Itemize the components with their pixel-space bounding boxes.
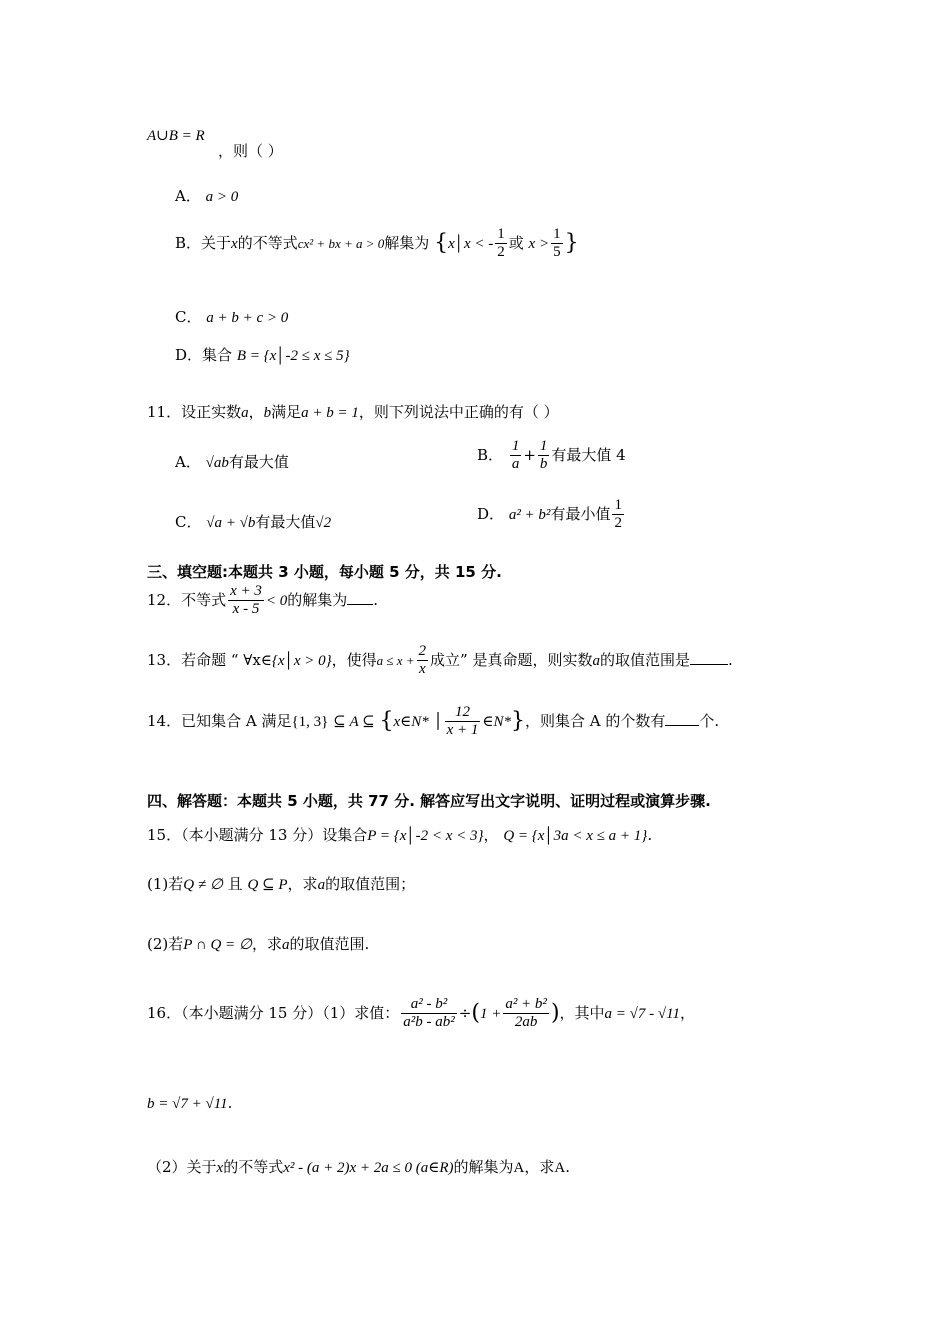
question-number: 12． xyxy=(147,590,182,609)
set-right: x > xyxy=(528,235,550,252)
q10-option-a[interactable] xyxy=(175,187,238,206)
option-expr: a + b + c > 0 xyxy=(206,310,289,326)
q10-union-expr: A∪B = R xyxy=(147,128,205,144)
q10-option-c[interactable] xyxy=(175,308,288,327)
question-number: 11． xyxy=(147,403,182,421)
option-label: D． xyxy=(175,346,203,364)
option-label: C． xyxy=(175,513,202,531)
q11-stem: 11．设正实数a，b满足a + b = 1，则下列说法中正确的有（ ） xyxy=(147,403,559,421)
q11-condition: a + b = 1 xyxy=(301,405,359,421)
right-brace: } xyxy=(510,708,525,734)
right-brace: } xyxy=(564,230,579,256)
option-expr: a > 0 xyxy=(205,189,239,205)
answer-blank[interactable] xyxy=(347,594,373,605)
option-text: 有最大值 xyxy=(255,513,316,531)
q11-option-b[interactable]: B． $\frac{1}{a}$ + $\frac{1}{b}$ 有最大值 4 xyxy=(477,438,626,473)
option-post: 解集为 xyxy=(384,234,430,253)
q16-part-1: 16．（本小题满分 15 分）（1）求值： $\frac{\text{a² - b²}}{\text{a²b - ab²}}$ ÷(1 + $\frac{\text{a² + b²}}{2ab}$ )，其中a = √7 - √11， xyxy=(147,996,696,1031)
fraction-two-over-x: $\frac{2}{x}$ xyxy=(418,643,427,678)
option-label: C． xyxy=(175,308,202,326)
fraction-a2-plus-b2-over-2ab: $\frac{\text{a² + b²}}{2ab}$ xyxy=(505,996,547,1031)
q10-stem-tail xyxy=(218,142,283,160)
fraction-x-plus-3-over-x-minus-5: $\frac{x + 3}{x - 5}$ xyxy=(230,583,262,618)
option-mid: 的不等式 xyxy=(237,234,298,253)
option-expr: a² + b² xyxy=(508,506,551,523)
or-word: 或 xyxy=(508,233,524,252)
q15-part-2: (2)若P ∩ Q = ∅，求a的取值范围. xyxy=(147,935,370,953)
fraction-one-over-b: $\frac{1}{b}$ xyxy=(539,438,548,473)
option-label: B． xyxy=(477,445,504,464)
q10-option-d[interactable] xyxy=(175,346,350,365)
left-brace: { xyxy=(434,230,449,256)
option-pre: 关于 xyxy=(201,234,232,253)
option-ineq: cx² + bx + a > 0 xyxy=(297,236,385,252)
q10-suffix: ，则（ ） xyxy=(218,142,283,160)
set-p: P = {x│-2 < x < 3} xyxy=(367,828,484,844)
set-left: x│x < - xyxy=(448,235,494,252)
a-value: a = √7 - √11 xyxy=(604,1005,681,1022)
fraction-one-over-a: $\frac{1}{a}$ xyxy=(511,438,520,473)
fraction-half: $\frac{1}{2}$ xyxy=(497,226,505,261)
option-label: A． xyxy=(175,453,201,471)
question-number: 14． xyxy=(147,711,182,730)
q14: 14．已知集合 A 满足{1, 3} ⊆ A ⊆ {x∈N* │ $\frac{12}{x + 1}$ ∈N*}，则集合 A 的个数有 个. xyxy=(147,704,720,739)
fraction-fifth: $\frac{1}{5}$ xyxy=(553,226,561,261)
option-label: B． xyxy=(175,234,202,253)
section-3-heading: 三、填空题:本题共 3 小题，每小题 5 分，共 15 分. xyxy=(147,563,502,581)
option-var: x xyxy=(231,236,238,253)
question-number: 16． xyxy=(147,1003,182,1022)
option-value: √2 xyxy=(315,515,332,531)
q16-part-2: （2）关于x的不等式x² - (a + 2)x + 2a ≤ 0 (a∈R)的解集为A，求A. xyxy=(147,1158,571,1176)
option-label: A． xyxy=(175,187,201,205)
q10-option-b[interactable] xyxy=(175,226,579,262)
option-expr: B = {x│-2 ≤ x ≤ 5} xyxy=(236,348,350,364)
answer-blank[interactable] xyxy=(665,715,699,726)
section-4-heading: 四、解答题：本题共 5 小题，共 77 分. 解答应写出文字说明、证明过程或演算步骤. xyxy=(147,792,711,810)
q13: 13．若命题 “ ∀x∈{x│x > 0}，使得a ≤ x + $\frac{2}{x}$ 成立” 是真命题，则实数a的取值范围是 . xyxy=(147,643,733,678)
left-brace: { xyxy=(379,708,394,734)
q12: 12．不等式 $\frac{x + 3}{x - 5}$ < 0的解集为 . xyxy=(147,583,379,618)
fraction-12-over-x-plus-1: $\frac{12}{x + 1}$ xyxy=(446,704,479,739)
fraction-a2-b2: $\frac{\text{a² - b²}}{\text{a²b - ab²}}$ xyxy=(403,996,455,1031)
option-pre: 集合 xyxy=(202,346,233,364)
option-expr: √a + √b xyxy=(206,515,256,531)
q11-option-d[interactable] xyxy=(477,497,626,533)
fraction-half: $\frac{1}{2}$ xyxy=(614,497,622,532)
q11-option-a[interactable] xyxy=(175,453,289,472)
q15-part-1: (1)若Q ≠ ∅ 且 Q ⊆ P，求a的取值范围； xyxy=(147,875,416,893)
q15-stem: 15．（本小题满分 13 分）设集合P = {x│-2 < x < 3}， Q = {x│3a < x ≤ a + 1}. xyxy=(147,826,653,844)
option-text: 有最大值 xyxy=(228,453,289,471)
option-text: 有最大值 4 xyxy=(551,445,626,464)
q16-b-value: b = √7 + √11. xyxy=(147,1094,233,1112)
question-number: 13． xyxy=(147,650,182,669)
answer-blank[interactable] xyxy=(690,654,728,665)
set-q: Q = {x│3a < x ≤ a + 1} xyxy=(503,828,648,844)
option-text: 有最小值 xyxy=(550,504,611,523)
q11-option-c[interactable] xyxy=(175,513,331,532)
option-expr: √ab xyxy=(205,455,229,471)
q10-condition xyxy=(147,126,205,145)
option-label: D． xyxy=(477,504,505,523)
question-number: 15． xyxy=(147,826,182,844)
